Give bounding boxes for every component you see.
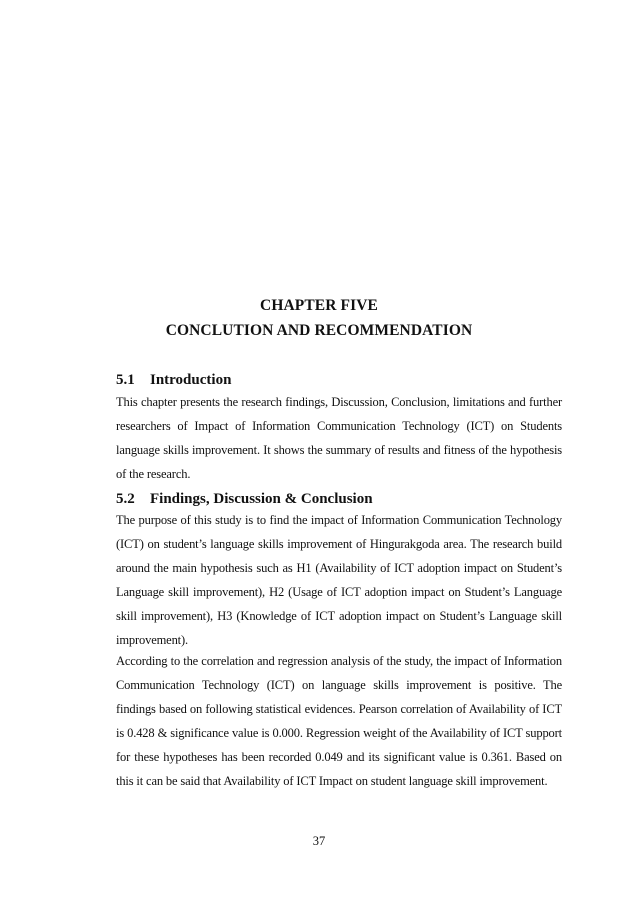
section-heading-introduction: [116, 372, 231, 389]
page-number: 37: [312, 834, 326, 848]
introduction-paragraph: This chapter presents the research findings, Discussion, Conclusion, limitations and further researchers of Impact of Information Communication Technology (ICT) on Students language skills improvement. It shows the summary of results and fitness of the hypothesis of the research.: [116, 395, 562, 481]
section-heading-findings: [116, 491, 373, 508]
section-number: 5.1: [116, 372, 135, 388]
chapter-title: CHAPTER FIVE: [260, 297, 378, 314]
findings-paragraph-analysis: According to the correlation and regression analysis of the study, the impact of Information Communication Technology (ICT) on language skills improvement is positive. The findings based on following statistical evidences. Pearson correlation of Availability of ICT is 0.428 & significance value is 0.000. Regression weight of the Availability of ICT support for these hypotheses has been recorded 0.049 and its significant value is 0.361. Based on this it can be said that Availability of ICT Impact on student language skill improvement.: [116, 654, 562, 788]
section-title: Findings, Discussion & Conclusion: [150, 491, 373, 507]
findings-paragraph-purpose: The purpose of this study is to find the impact of Information Communication Technology (ICT) on student’s language skills improvement of Hingurakgoda area. The research build around the main hypothesis such as H1 (Availability of ICT adoption impact on Student’s Language skill improvement), H2 (Usage of ICT adoption impact on Student’s Language skill improvement), H3 (Knowledge of ICT adoption impact on Student’s Language skill improvement).: [116, 513, 562, 647]
section-title: Introduction: [150, 372, 232, 388]
section-number: 5.2: [116, 491, 135, 507]
chapter-subtitle: CONCLUTION AND RECOMMENDATION: [165, 322, 473, 339]
